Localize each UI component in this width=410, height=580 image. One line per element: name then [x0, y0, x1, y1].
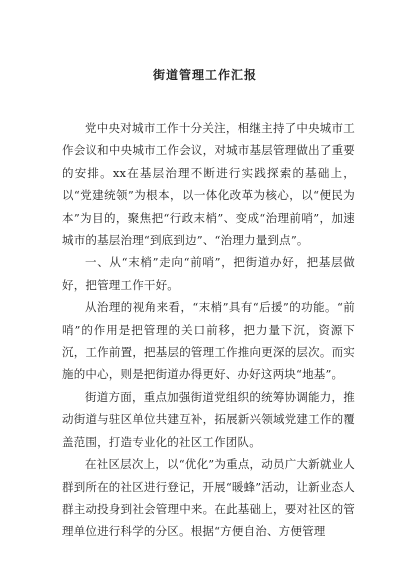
- document-title: 街道管理工作汇报: [152, 68, 257, 82]
- document-body: [62, 117, 355, 543]
- paragraph: 在社区层次上，以“优化”为重点，动员广大新就业人群到所在的社区进行登记，开展“暖蜂”活动，让新业态人群主动投身到社会管理中来。在此基础上，要对社区的管理单位进行科学的分区。根据“方便自治、方便管理: [62, 457, 355, 539]
- paragraph: 从治理的视角来看，“末梢”具有“后援”的功能。“前哨”的作用是把管理的关口前移，把力量下沉，资源下沉，工作前置，把基层的管理工作推向更深的层次。而实施的中心，则是把街道办得更好、办好这两块“地基”。: [62, 300, 355, 382]
- paragraph: 一、从“末梢”走向“前哨”，把街道办好，把基层做好，把管理工作干好。: [62, 255, 355, 292]
- paragraph: 街道方面，重点加强街道党组织的统筹协调能力，推动街道与驻区单位共建互补，拓展新兴领域党建工作的覆盖范围，打造专业化的社区工作团队。: [62, 389, 355, 449]
- paragraph: 党中央对城市工作十分关注，相继主持了中央城市工作会议和中央城市工作会议，对城市基层管理做出了重要的安排。xx在基层治理不断进行实践探索的基础上，以“党建统领”为根本，以一体化改革为核心，以“便民为本”为目的，聚焦把“行政末梢”、变成“治理前哨”，加速城市的基层治理“到底到边”、“治理力量到点”。: [62, 121, 355, 248]
